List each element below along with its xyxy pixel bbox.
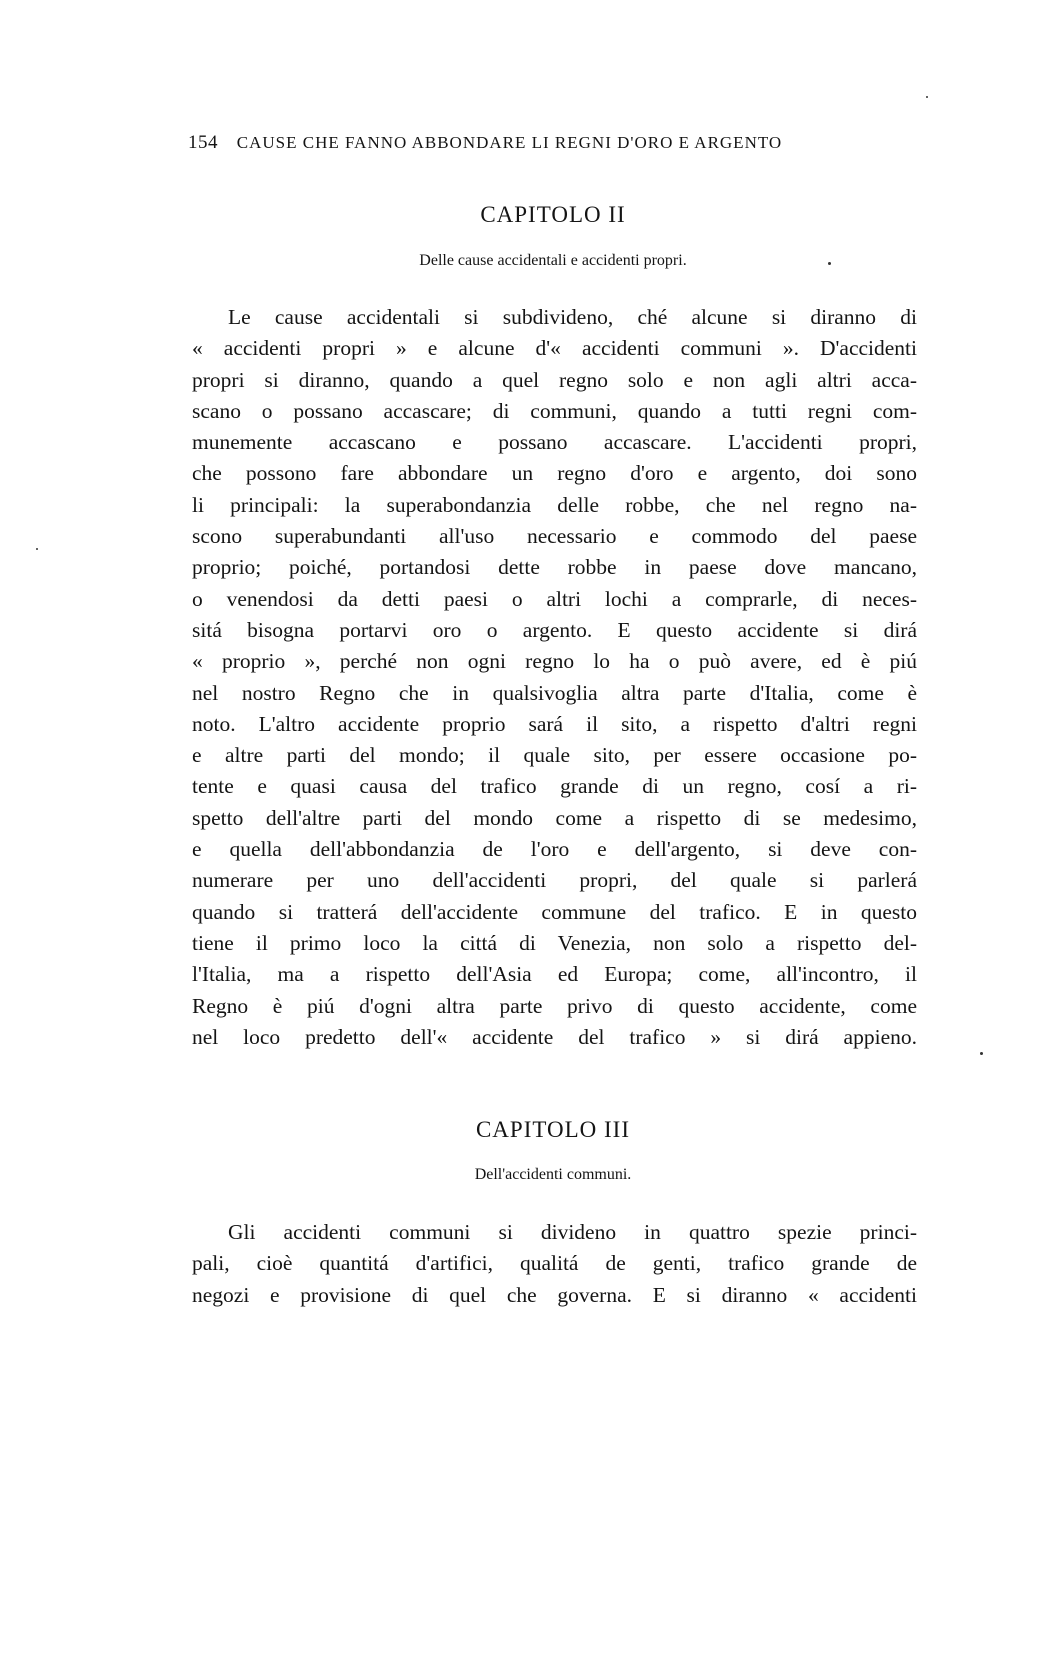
text-line: « accidenti propri » e alcune d'« accidenti communi ». D'accidenti [192,336,917,361]
chapter-3-subtitle: Dell'accidenti communi. [474,1166,632,1183]
text-line: sitá bisogna portarvi oro o argento. E questo accidente si dirá [192,617,917,642]
scan-speck [828,262,831,265]
running-header [188,132,888,154]
text-line: « proprio », perché non ogni regno lo ha o può avere, ed è piú [192,649,917,674]
scan-speck [36,548,38,550]
chapter-2-subtitle: Delle cause accidentali e accidenti propri. [419,252,687,269]
text-line: Regno è piú d'ogni altra parte privo di questo accidente, come [192,993,917,1018]
text-line: e altre parti del mondo; il quale sito, per essere occasione po- [192,743,917,768]
text-line: nel loco predetto dell'« accidente del trafico » si dirá appieno. [192,1024,917,1049]
chapter-2-body [192,302,917,1053]
text-line: nel nostro Regno che in qualsivoglia altra parte d'Italia, come è [192,680,917,705]
text-line: Le cause accidentali si subdivideno, ché alcune si diranno di [228,305,917,329]
text-line: pali, cioè quantitá d'artifici, qualitá de genti, trafico grande de [192,1251,917,1276]
page-number: 154 [188,132,218,153]
chapter-3-body [192,1217,917,1311]
text-line: e quella dell'abbondanzia de l'oro e dell'argento, si deve con- [192,837,917,862]
text-line: li principali: la superabondanzia delle robbe, che nel regno na- [192,492,917,517]
chapter-2-title: CAPITOLO II [480,202,626,227]
text-line: tiene il primo loco la cittá di Venezia, non solo a rispetto del- [192,930,917,955]
text-line: noto. L'altro accidente proprio sará il sito, a rispetto d'altri regni [192,711,917,736]
text-line: Gli accidenti communi si divideno in quattro spezie princi- [228,1220,917,1244]
text-line: proprio; poiché, portandosi dette robbe in paese dove mancano, [192,555,917,580]
text-line: che possono fare abbondare un regno d'oro e argento, doi sono [192,461,917,486]
text-line: tente e quasi causa del trafico grande di un regno, cosí a ri- [192,774,917,799]
text-line: o venendosi da detti paesi o altri lochi a comprarle, di neces- [192,586,917,611]
text-line: negozi e provisione di quel che governa. E si diranno « accidenti [192,1282,917,1307]
scan-speck [926,96,928,98]
text-line: propri si diranno, quando a quel regno solo e non agli altri acca- [192,367,917,392]
text-line: numerare per uno dell'accidenti propri, del quale si parlerá [192,868,917,893]
text-line: quando si tratterá dell'accidente commune del trafico. E in questo [192,899,917,924]
text-line: spetto dell'altre parti del mondo come a rispetto di se medesimo, [192,805,917,830]
text-line: scano o possano accascare; di communi, quando a tutti regni com- [192,398,917,423]
running-title: CAUSE CHE FANNO ABBONDARE LI REGNI D'ORO E ARGENTO [236,133,783,152]
text-line: l'Italia, ma a rispetto dell'Asia ed Europa; come, all'incontro, il [192,962,917,987]
scan-speck [980,1052,983,1055]
text-line: munemente accascano e possano accascare. L'accidenti propri, [192,430,917,455]
text-line: scono superabundanti all'uso necessario e commodo del paese [192,524,917,549]
chapter-3-title: CAPITOLO III [475,1117,631,1142]
